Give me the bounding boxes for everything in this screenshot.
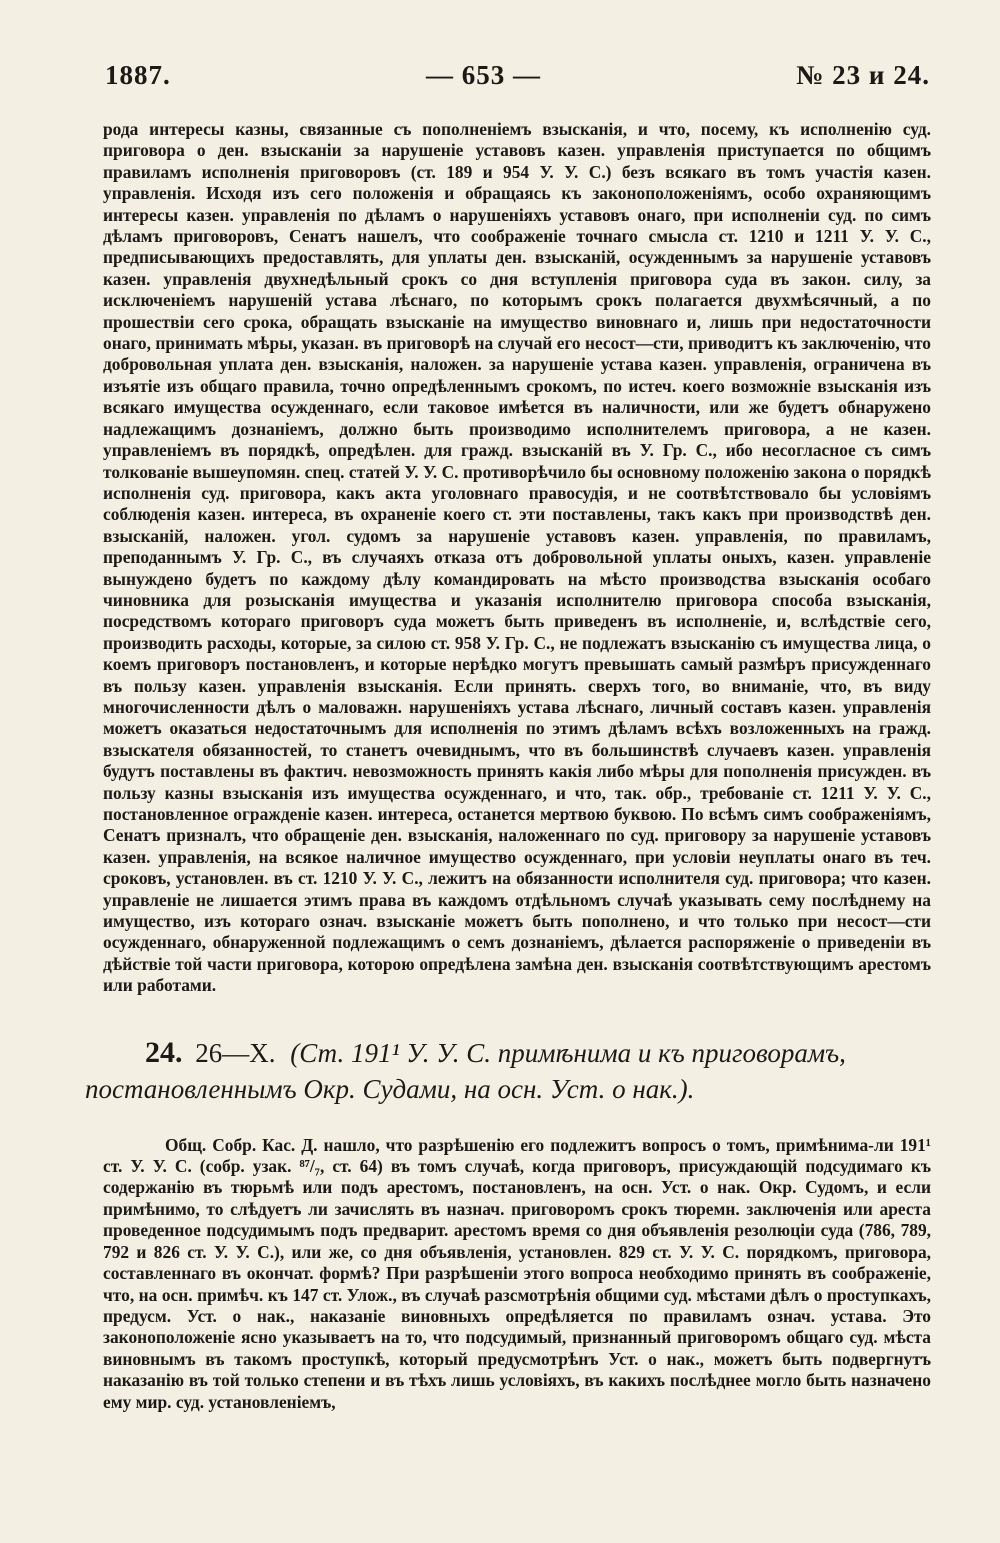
section-date: 26—X. bbox=[195, 1037, 276, 1068]
section-number: 24. bbox=[145, 1035, 183, 1069]
header-issue-number: № 23 и 24. bbox=[796, 60, 930, 90]
paragraph-1-text: рода интересы казны, связанные съ пополненіемъ взысканія, и что, посему, къ исполненію суд. приговора о ден. взысканіи за нарушеніе уставовъ казен. управленія приступается по общимъ правиламъ исполненія приговоровъ (ст. 189 и 954 У. У. С.) безъ всякаго въ томъ участія казен. управленія. Исходя изъ сего положенія и обращаясь къ законоположеніямъ, особо охраняющимъ интересы казен. управленія по дѣламъ о нарушеніяхъ уставовъ онаго, при исполненіи суд. по симъ дѣламъ приговоровъ, Сенатъ нашелъ, что соображеніе точнаго смысла ст. 1210 и 1211 У. У. С., предписывающихъ предоставлять, для уплаты ден. взысканій, осужденнымъ за нарушеніе уставовъ казен. управленія двухнедѣльный срокъ со дня вступленія приговора суда въ закон. силу, за исключеніемъ нарушеній устава лѣснаго, по которымъ срокъ полагается двухмѣсячный, а по прошествіи сего срока, обращать взысканіе на имущество виновнаго и, лишь при недостаточности онаго, принимать мѣры, указан. въ приговорѣ на случай его несост—сти, приводитъ къ заключенію, что добровольная уплата ден. взысканія, наложен. за нарушеніе устава казен. управленія, ограничена въ изъятіе изъ общаго правила, точно опредѣленнымъ срокомъ, по истеч. коего возможніе взысканія изъ всякаго имущества осужденнаго, если таковое имѣется въ наличности, или же будетъ обнаружено надлежащимъ дознаніемъ, должно быть производимо исполнителемъ приговора, а не казен. управленіемъ въ порядкѣ, опредѣлен. для гражд. взысканій въ У. Гр. С., ибо несогласное съ симъ толкованіе вышеупомян. спец. статей У. У. С. противорѣчило бы основному положенію закона о порядкѣ исполненія суд. приговора, какъ акта уголовнаго правосудія, и не соотвѣтствовало бы условіямъ соблюденія казен. интереса, въ охраненіе коего ст. эти поставлены, такъ какъ при производствѣ ден. взысканій, наложен. угол. судомъ за нарушеніе уставовъ казен. управленія, по правиламъ, преподаннымъ У. Гр. С., въ случаяхъ отказа отъ добровольной уплаты оныхъ, казен. управленіе вынуждено будетъ по каждому дѣлу командировать на мѣсто производства взысканія особаго чиновника для розысканія имущества и указанія исполнителю приговора способа взысканія, посредствомъ котораго приговоръ суда можетъ быть приведенъ въ исполненіе, и, вслѣдствіе сего, производить расходы, которые, за силою ст. 958 У. Гр. С., не подлежатъ взысканію съ имущества лица, о коемъ приговоръ постановленъ, и которые нерѣдко могутъ превышать самый размѣръ присужденнаго въ пользу казен. управленія взысканія. Если принять. сверхъ того, во вниманіе, что, въ виду многочисленности дѣлъ о маловажн. нарушеніяхъ устава лѣснаго, личный составъ казен. управленія можетъ оказаться недостаточнымъ для исполненія по этимъ дѣламъ всѣхъ возложенныхъ на гражд. взыскателя обязанностей, то станетъ очевиднымъ, что въ большинствѣ случаевъ казен. управленія будутъ поставлены въ фактич. невозможность принять какія либо мѣры для пополненія присужден. въ пользу казны взысканія изъ имущества осужденнаго, и что, так. обр., требованіе ст. 1211 У. У. С., постановленное огражденіе казен. интереса, останется мертвою буквою. По всѣмъ симъ соображеніямъ, Сенатъ призналъ, что обращеніе ден. взысканія, наложеннаго по суд. приговору за нарушеніе уставовъ казен. управленія, на всякое наличное имущество осужденнаго, при условіи неуплаты онаго въ теч. сроковъ, установлен. въ ст. 1210 У. У. С., лежитъ на обязанности исполнителя суд. приговора; что казен. управленіе не лишается этимъ права въ каждомъ отдѣльномъ случаѣ указывать сему послѣднему на имущество, изъ котораго означ. взысканіе можетъ быть пополнено, и что только при несост—сти осужденнаго, обнаруженной подлежащимъ о семъ дознаніемъ, дѣлается распоряженіе о приведеніи въ дѣйствіе той части приговора, которою опредѣлена замѣна ден. взысканія соотвѣтствующимъ арестомъ или работами. bbox=[103, 119, 931, 996]
page-header bbox=[85, 60, 930, 91]
section-title-line-2: постановленнымъ Окр. Судами, на осн. Уст. о нак.). bbox=[85, 1073, 695, 1104]
paragraph-2 bbox=[103, 1135, 931, 1413]
paragraph-1 bbox=[103, 119, 931, 997]
header-year: 1887. bbox=[105, 60, 171, 90]
section-24-heading bbox=[85, 1035, 945, 1107]
paragraph-2-text: Общ. Собр. Кас. Д. нашло, что разрѣшенію его подлежитъ вопросъ о томъ, примѣнима-ли 191¹ ст. У. У. С. (собр. узак. ⁸⁷/₇, ст. 64) въ томъ случаѣ, когда приговоръ, присуждающій подсудимаго къ содержанію въ тюрьмѣ или подъ арестомъ, постановленъ, на осн. Уст. о нак. Окр. Судомъ, и если примѣнимо, то слѣдуетъ ли зачислять въ назнач. приговоромъ срокъ тюремн. заключенія или ареста проведенное подсудимымъ подъ предварит. арестомъ время со дня объявленія резолюціи суда (786, 789, 792 и 826 ст. У. У. С.), или же, со дня объявленія, установлен. 829 ст. У. У. С. порядкомъ, приговора, составленнаго въ окончат. формѣ? При разрѣшеніи этого вопроса необходимо принять въ соображеніе, что, на осн. примѣч. къ 147 ст. Улож., въ случаѣ разсмотрѣнія общими суд. мѣстами дѣлъ о проступкахъ, предусм. Уст. о нак., наказаніе виновныхъ опредѣляется по правиламъ означ. устава. Это законоположеніе ясно указываетъ на то, что подсудимый, признанный приговоромъ общаго суд. мѣста виновнымъ въ такомъ проступкѣ, который предусмотрѣнъ Уст. о нак., можетъ быть подвергнутъ наказанію въ той только степени и въ тѣхъ лишь условіяхъ, въ какихъ послѣднее могло быть назначено ему мир. суд. установленіемъ, bbox=[103, 1134, 931, 1412]
header-page-number: — 653 — bbox=[426, 60, 542, 90]
section-title-line-1: (Ст. 191¹ У. У. С. примѣнима и къ приговорамъ, bbox=[290, 1037, 846, 1068]
